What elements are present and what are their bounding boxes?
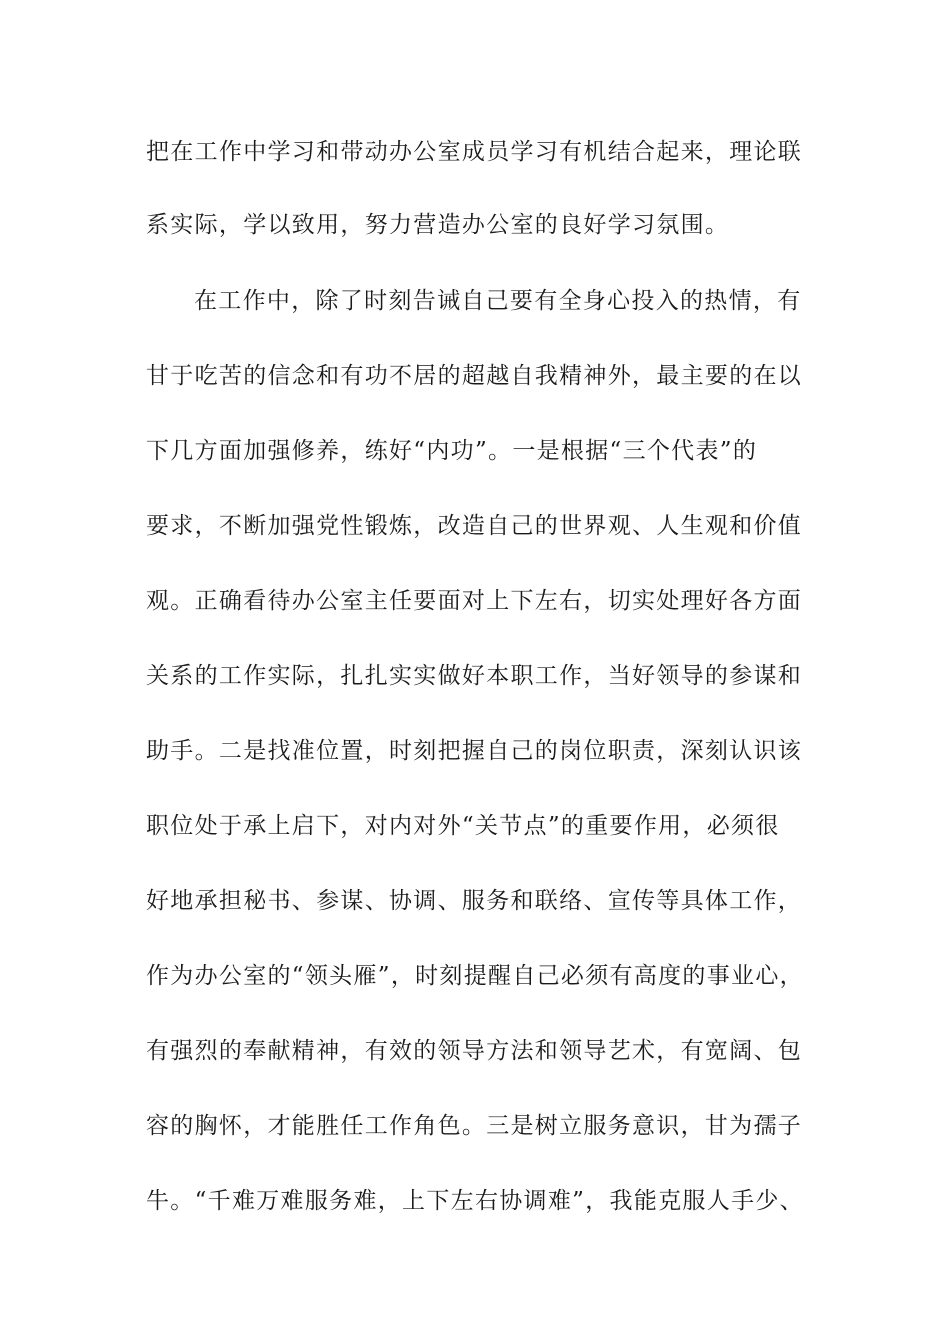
paragraph-first-line: 在工作中，除了时刻告诫自己要有全身心投入的热情，有 [194,288,802,314]
text-line: 有强烈的奉献精神，有效的领导方法和领导艺术，有宽阔、包 [146,1038,803,1064]
text-line: 助手。二是找准位置，时刻把握自己的岗位职责，深刻认识该 [146,738,803,764]
text-line: 容的胸怀，才能胜任工作角色。三是树立服务意识，甘为孺子 [146,1113,803,1139]
text-line: 好地承担秘书、参谋、协调、服务和联络、宣传等具体工作， [146,888,803,914]
text-line: 作为办公室的“领头雁”，时刻提醒自己必须有高度的事业心， [146,963,804,989]
text-line: 下几方面加强修养，练好“内功”。一是根据“三个代表”的 [146,438,758,464]
text-line: 甘于吃苦的信念和有功不居的超越自我精神外，最主要的在以 [146,363,803,389]
text-line: 系实际，学以致用，努力营造办公室的良好学习氛围。 [146,212,730,238]
text-line: 要求，不断加强党性锻炼，改造自己的世界观、人生观和价值 [146,513,803,539]
text-line: 观。正确看待办公室主任要面对上下左右，切实处理好各方面 [146,588,803,614]
text-line: 把在工作中学习和带动办公室成员学习有机结合起来，理论联 [146,139,803,165]
text-line: 关系的工作实际，扎扎实实做好本职工作，当好领导的参谋和 [146,663,803,689]
text-line: 牛。“千难万难服务难，上下左右协调难”，我能克服人手少、 [146,1188,804,1214]
text-line: 职位处于承上启下，对内对外“关节点”的重要作用，必须很 [146,813,780,839]
